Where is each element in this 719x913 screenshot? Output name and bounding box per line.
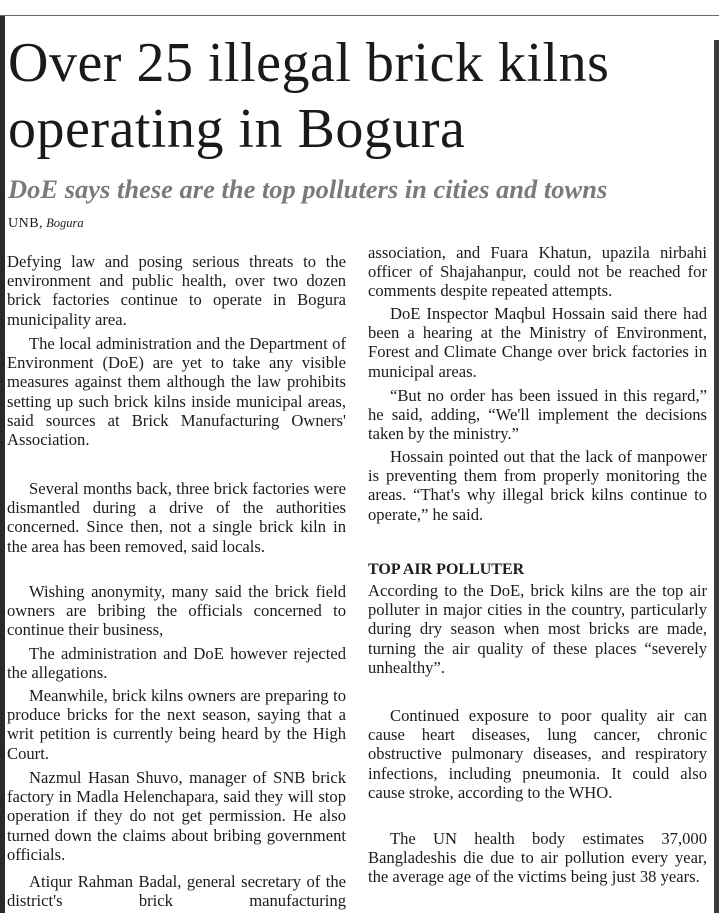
paragraph-14: The UN health body estimates 37,000 Bangladeshis die due to air pollution every year, the average age of the victims being just 38 years. (368, 829, 707, 887)
paragraph-8: Atiqur Rahman Badal, general secretary of the district's brick manufacturing (7, 872, 346, 911)
paragraph-11: Hossain pointed out that the lack of manpower is preventing them from properly monitoring the areas. “That's why illegal brick kilns continue to operate,” he said. (368, 447, 707, 524)
paragraph-4: Wishing anonymity, many said the brick field owners are bribing the officials concerned to continue their business, (7, 582, 346, 640)
paragraph-5: The administration and DoE however rejected the allegations. (7, 644, 346, 683)
section-heading: TOP AIR POLLUTER (368, 561, 525, 578)
right-page-edge (714, 40, 719, 913)
paragraph-8-continued: association, and Fuara Khatun, upazila nirbahi officer of Shajahanpur, could not be reached for comments despite repeated attempts. (368, 243, 707, 301)
paragraph-12: According to the DoE, brick kilns are the top air polluter in major cities in the country, particularly during dry season when most bricks are made, turning the air quality of these places “severely unhealthy”. (368, 581, 707, 677)
top-rule (0, 15, 719, 16)
byline-location: Bogura (46, 216, 84, 230)
byline-agency: UNB, (8, 216, 44, 231)
byline (8, 214, 84, 233)
left-page-edge (0, 16, 5, 913)
headline: Over 25 illegal brick kilns operating in Bogura (8, 32, 610, 160)
paragraph-6: Meanwhile, brick kilns owners are preparing to produce bricks for the next season, saying that a writ petition is currently being heard by the High Court. (7, 686, 346, 763)
paragraph-1: Defying law and posing serious threats to the environment and public health, over two dozen brick factories continue to operate in Bogura municipality area. (7, 252, 346, 329)
paragraph-2: The local administration and the Department of Environment (DoE) are yet to take any visible measures against them although the law prohibits setting up such brick kilns inside municipal areas, said sources at Brick Manufacturing Owners' Association. (7, 334, 346, 450)
subheadline: DoE says these are the top polluters in cities and towns (8, 174, 608, 204)
paragraph-3: Several months back, three brick factories were dismantled during a drive of the authorities concerned. Since then, not a single brick kiln in the area has been removed, said locals. (7, 479, 346, 556)
paragraph-13: Continued exposure to poor quality air can cause heart diseases, lung cancer, chronic obstructive pulmonary diseases, and respiratory infections, including pneumonia. It could also cause stroke, according to the WHO. (368, 706, 707, 802)
paragraph-10: “But no order has been issued in this regard,” he said, adding, “We'll implement the decisions taken by the ministry.” (368, 386, 707, 444)
paragraph-9: DoE Inspector Maqbul Hossain said there had been a hearing at the Ministry of Environment, Forest and Climate Change over brick factories in municipal areas. (368, 304, 707, 381)
paragraph-7: Nazmul Hasan Shuvo, manager of SNB brick factory in Madla Helenchapara, said they will stop operation if they do not get permission. He also turned down the claims about bribing government officials. (7, 768, 346, 864)
